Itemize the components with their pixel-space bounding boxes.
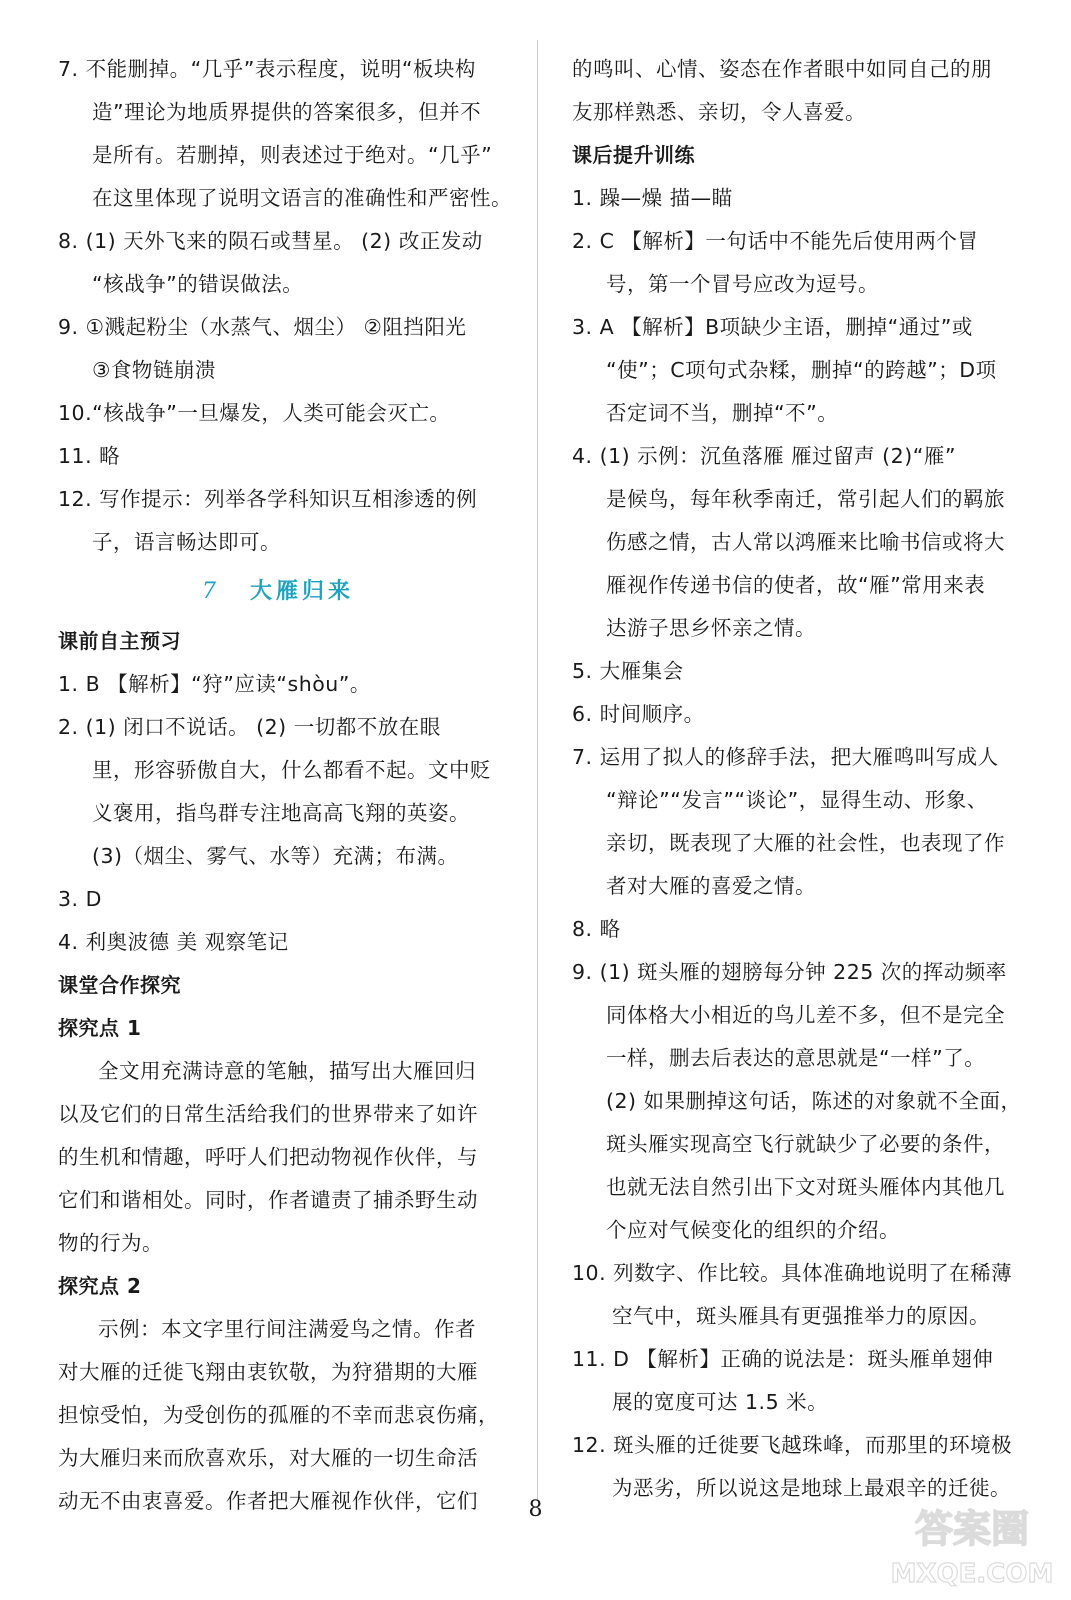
left-column: [58, 48, 512, 1523]
answer-line: 伤感之情，古人常以鸿雁来比喻书信或将大: [606, 530, 1005, 554]
watermark-logo: [887, 1494, 1057, 1594]
answer-line: 为大雁归来而欣喜欢乐，对大雁的一切生命活: [58, 1446, 478, 1470]
answer-line: 12. 斑头雁的迁徙要飞越珠峰，而那里的环境极: [572, 1433, 1013, 1457]
answer-line: 动无不由衷喜爱。作者把大雁视作伙伴，它们: [58, 1489, 478, 1513]
answer-line: 是所有。若删掉，则表述过于绝对。“几乎”: [92, 143, 493, 167]
answer-line: 全文用充满诗意的笔触，描写出大雁回归: [98, 1059, 476, 1083]
answer-line: 对大雁的迁徙飞翔由衷钦敬，为狩猎期的大雁: [58, 1360, 478, 1384]
answer-line: 达游子思乡怀亲之情。: [606, 616, 816, 640]
answer-line: 3. A 【解析】B项缺少主语，删掉“通过”或: [572, 315, 973, 339]
answer-line: 示例：本文字里行间注满爱鸟之情。作者: [98, 1317, 476, 1341]
answer-line: 4. 利奥波德 美 观察笔记: [58, 930, 289, 954]
answer-line: (3)（烟尘、雾气、水等）充满；布满。: [92, 844, 459, 868]
answer-line: 是候鸟，每年秋季南迁，常引起人们的羁旅: [606, 487, 1005, 511]
svg-text:MXQE.COM: MXQE.COM: [890, 1559, 1054, 1589]
answer-line: 一样，删去后表达的意思就是“一样”了。: [606, 1046, 986, 1070]
answer-line: 4. (1) 示例：沉鱼落雁 雁过留声 (2)“雁”: [572, 444, 956, 468]
answer-line: 2. (1) 闭口不说话。 (2) 一切都不放在眼: [58, 715, 441, 739]
answer-line: “核战争”的错误做法。: [92, 272, 304, 296]
answer-line: 11. D 【解析】正确的说法是：斑头雁单翅伸: [572, 1347, 994, 1371]
answer-line: 斑头雁实现高空飞行就缺少了必要的条件，: [606, 1132, 1005, 1156]
answer-line: 者对大雁的喜爱之情。: [606, 874, 816, 898]
answer-line: 2. C 【解析】一句话中不能先后使用两个冒: [572, 229, 979, 253]
answer-line: 3. D: [58, 887, 102, 911]
answer-line: 9. (1) 斑头雁的翅膀每分钟 225 次的挥动频率: [572, 960, 1007, 984]
lesson-number: 7: [201, 579, 220, 604]
answer-line: 亲切，既表现了大雁的社会性，也表现了作: [606, 831, 1005, 855]
answer-line: 同体格大小相近的鸟儿差不多，但不是完全: [606, 1003, 1005, 1027]
answer-line: 子，语言畅达即可。: [92, 530, 281, 554]
answer-line: 10. 列数字、作比较。具体准确地说明了在稀薄: [572, 1261, 1013, 1285]
answer-line: 在这里体现了说明文语言的准确性和严密性。: [92, 186, 512, 210]
answer-line: 1. 躁—燥 描—瞄: [572, 186, 733, 210]
answer-line: 展的宽度可达 1.5 米。: [612, 1390, 829, 1414]
answer-line: 6. 时间顺序。: [572, 702, 705, 726]
answer-line: “辩论”“发言”“谈论”，显得生动、形象、: [606, 788, 988, 812]
answer-line: 它们和谐相处。同时，作者谴责了捕杀野生动: [58, 1188, 478, 1212]
answer-line: 10.“核战争”一旦爆发，人类可能会灭亡。: [58, 401, 451, 425]
answer-line: 9. ①溅起粉尘（水蒸气、烟尘） ②阻挡阳光: [58, 315, 467, 339]
answer-line: 里，形容骄傲自大，什么都看不起。文中贬: [92, 758, 491, 782]
section-heading: 探究点 2: [58, 1274, 142, 1298]
svg-text:答案圈: 答案圈: [914, 1507, 1030, 1551]
answer-line: 义褒用，指鸟群专注地高高飞翔的英姿。: [92, 801, 470, 825]
answer-line: 7. 运用了拟人的修辞手法，把大雁鸣叫写成人: [572, 745, 999, 769]
section-heading: 课堂合作探究: [58, 973, 181, 997]
column-divider: [537, 40, 538, 1500]
section-heading: 课后提升训练: [572, 143, 695, 167]
answer-line: 也就无法自然引出下文对斑头雁体内其他几: [606, 1175, 1005, 1199]
answer-line: 1. B 【解析】“狩”应读“shòu”。: [58, 672, 371, 696]
answer-line: 号，第一个冒号应改为逗号。: [606, 272, 879, 296]
answer-line: 空气中，斑头雁具有更强推举力的原因。: [612, 1304, 990, 1328]
answer-line: 的生机和情趣，呼吁人们把动物视作伙伴，与: [58, 1145, 478, 1169]
answer-line: 个应对气候变化的组织的介绍。: [606, 1218, 900, 1242]
answer-line: 以及它们的日常生活给我们的世界带来了如许: [58, 1102, 478, 1126]
answer-line: 物的行为。: [58, 1231, 163, 1255]
lesson-title: [58, 564, 498, 620]
answer-line: 7. 不能删掉。“几乎”表示程度，说明“板块构: [58, 57, 476, 81]
lesson-title-text: 大雁归来: [249, 579, 354, 604]
section-heading: 探究点 1: [58, 1016, 142, 1040]
answer-line: (2) 如果删掉这句话，陈述的对象就不全面，: [606, 1089, 1022, 1113]
answer-line: 雁视作传递书信的使者，故“雁”常用来表: [606, 573, 986, 597]
section-heading: 课前自主预习: [58, 629, 181, 653]
answer-line: 的鸣叫、心情、姿态在作者眼中如同自己的朋: [572, 57, 992, 81]
answer-line: 为恶劣，所以说这是地球上最艰辛的迁徙。: [612, 1476, 1011, 1500]
answer-line: 11. 略: [58, 444, 121, 468]
answer-line: 否定词不当，删掉“不”。: [606, 401, 839, 425]
right-column: [572, 48, 1022, 1510]
answer-line: ③食物链崩溃: [92, 358, 216, 382]
answer-line: 担惊受怕，为受创伤的孤雁的不幸而悲哀伤痛，: [58, 1403, 499, 1427]
answer-line: 8. 略: [572, 917, 621, 941]
answer-line: 12. 写作提示：列举各学科知识互相渗透的例: [58, 487, 478, 511]
answer-line: 8. (1) 天外飞来的陨石或彗星。 (2) 改正发动: [58, 229, 483, 253]
answer-line: “使”；C项句式杂糅，删掉“的跨越”；D项: [606, 358, 997, 382]
page-number: 8: [528, 1497, 543, 1522]
answer-line: 造”理论为地质界提供的答案很多，但并不: [92, 100, 482, 124]
answer-line: 5. 大雁集会: [572, 659, 684, 683]
answer-line: 友那样熟悉、亲切，令人喜爱。: [572, 100, 866, 124]
